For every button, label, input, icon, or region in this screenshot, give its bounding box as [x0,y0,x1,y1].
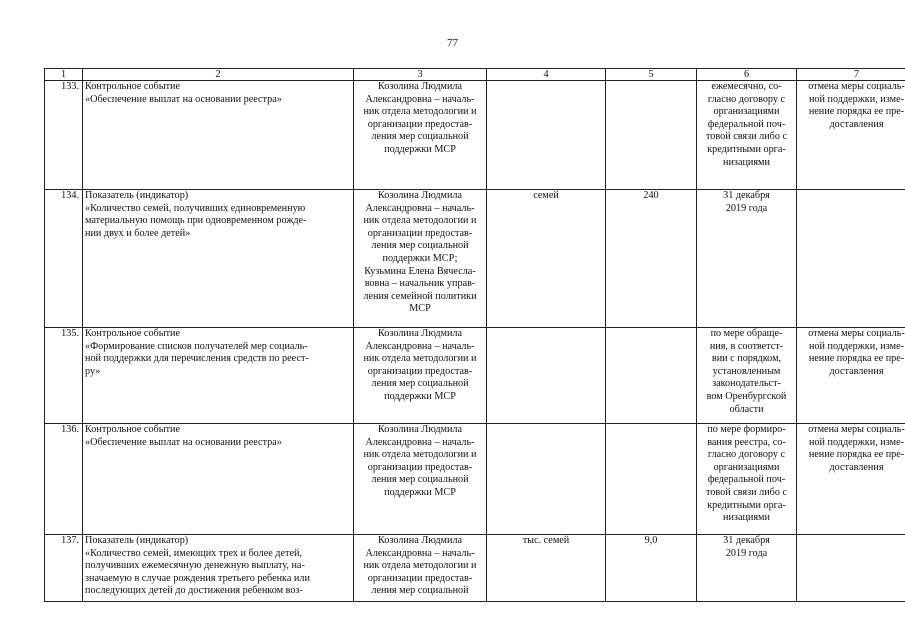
value-cell: 9,0 [606,535,697,602]
cell-line: федеральной поч- [707,474,786,486]
cell-line: последующих детей до достижения ребенком воз- [85,585,303,597]
header-col-5: 5 [606,69,697,81]
risk-cell [797,81,905,190]
cell-line: Александровна – началь- [365,547,475,559]
value-cell [606,81,697,190]
cell-line: организации предостав- [367,572,473,584]
cell-line: ления мер социальной [371,585,469,597]
row-number: 135. [45,328,83,424]
period-cell [697,535,797,602]
cell-line: организациями [713,106,780,118]
cell-line: Показатель (индикатор) [85,535,189,546]
cell-line: Контрольное событие [85,424,180,435]
page-number: 77 [447,37,458,49]
cell-line: гласно договору с [707,93,786,105]
header-col-1: 1 [45,69,83,81]
cell-line: отмена меры социаль- [808,424,905,435]
event-name-cell [83,424,354,535]
cell-line: доставления [829,118,884,130]
cell-line: доставления [829,365,884,377]
cell-line: поддержки МСР [384,390,456,402]
cell-line: нение порядка ее пре- [808,106,905,118]
cell-line: отмена меры социаль- [808,81,905,92]
cell-line: товой связи либо с [705,486,788,498]
cell-line: МСР [409,303,431,315]
cell-line: Контрольное событие [85,328,180,339]
cell-line: поддержки МСР [384,143,456,155]
cell-line: организациями [713,461,780,473]
unit-cell [487,81,606,190]
row-number: 136. [45,424,83,535]
cell-line: ник отдела методологии и [363,106,477,118]
period-cell [697,190,797,328]
cell-line: Козолина Людмила [377,190,463,201]
cell-line: «Обеспечение выплат на основании реестра» [85,436,282,448]
cell-line: ления мер социальной [371,474,469,486]
cell-line: ной поддержки для перечисления средств по реест- [85,353,309,365]
responsible-cell [354,81,487,190]
header-col-6: 6 [697,69,797,81]
row-number: 137. [45,535,83,602]
responsible-cell [354,535,487,602]
value-cell [606,328,697,424]
unit-cell [487,328,606,424]
event-name-cell [83,190,354,328]
cell-line: ления мер социальной [371,240,469,252]
cell-line: Козолина Людмила [377,81,463,92]
value-cell: 240 [606,190,697,328]
unit-cell: семей [487,190,606,328]
cell-line: низациями [723,156,770,168]
cell-line: Александровна – началь- [365,436,475,448]
cell-line: Козолина Людмила [377,328,463,339]
cell-line: ник отдела методологии и [363,560,477,572]
cell-line: Александровна – началь- [365,202,475,214]
cell-line: законодательст- [712,378,781,390]
cell-line: области [729,403,764,415]
table-row [45,81,905,190]
cell-line: 31 декабря [723,190,770,201]
cell-line: ления мер социальной [371,131,469,143]
cell-line: нение порядка ее пре- [808,353,905,365]
cell-line: поддержки МСР [384,486,456,498]
table-row [45,535,905,602]
risk-cell [797,424,905,535]
cell-line: ник отдела методологии и [363,215,477,227]
period-cell [697,81,797,190]
cell-line: организации предостав- [367,118,473,130]
cell-line: ежемесячно, со- [711,81,782,92]
unit-cell [487,424,606,535]
table-row [45,328,905,424]
event-name-cell [83,535,354,602]
cell-line: вания реестра, со- [707,436,786,448]
event-name-cell [83,81,354,190]
row-number: 133. [45,81,83,190]
header-col-4: 4 [487,69,606,81]
cell-line: вии с порядком, [711,353,782,365]
responsible-cell [354,328,487,424]
table-row [45,424,905,535]
cell-line: ник отдела методологии и [363,449,477,461]
cell-line: Александровна – началь- [365,93,475,105]
cell-line: Кузьмина Елена Вячесла- [364,265,476,277]
cell-line: ния, в соответст- [709,340,784,352]
cell-line: гласно договору с [707,449,786,461]
cell-line: 2019 года [725,202,768,214]
risk-cell [797,190,905,328]
table-row [45,190,905,328]
event-name-cell [83,328,354,424]
period-cell [697,328,797,424]
cell-line: Козолина Людмила [377,424,463,435]
risk-cell [797,535,905,602]
header-col-3: 3 [354,69,487,81]
cell-line: ной поддержки, изме- [808,93,904,105]
cell-line: низациями [723,512,770,524]
period-cell [697,424,797,535]
cell-line: федеральной поч- [707,118,786,130]
cell-line: ру» [85,365,101,377]
cell-line: «Количество семей, имеющих трех и более детей, [85,547,302,559]
cell-line: 31 декабря [723,535,770,546]
cell-line: ной поддержки, изме- [808,340,904,352]
cell-line: «Обеспечение выплат на основании реестра» [85,93,282,105]
cell-line: ной поддержки, изме- [808,436,904,448]
cell-line: вом Оренбургской [706,390,787,402]
cell-line: ления семейной политики [363,290,477,302]
row-number: 134. [45,190,83,328]
cell-line: Контрольное событие [85,81,180,92]
cell-line: Козолина Людмила [377,535,463,546]
responsible-cell [354,190,487,328]
cell-line: товой связи либо с [705,131,788,143]
value-cell [606,424,697,535]
risk-cell [797,328,905,424]
cell-line: 2019 года [725,547,768,559]
cell-line: «Формирование списков получателей мер социаль- [85,340,308,352]
cell-line: нение порядка ее пре- [808,449,905,461]
cell-line: вовна – начальник управ- [364,278,476,290]
header-col-7: 7 [797,69,905,81]
cell-line: «Количество семей, получивших единовременную [85,202,306,214]
cell-line: кредитными орга- [707,143,786,155]
cell-line: доставления [829,461,884,473]
cell-line: по мере формиро- [707,424,786,435]
cell-line: поддержки МСР; [382,252,458,264]
cell-line: ления мер социальной [371,378,469,390]
cell-line: организации предостав- [367,227,473,239]
header-col-2: 2 [83,69,354,81]
cell-line: материальную помощь при одновременном рожде- [85,215,307,227]
cell-line: значаемую в случае рождения третьего ребенка или [85,572,310,584]
responsible-cell [354,424,487,535]
cell-line: Показатель (индикатор) [85,190,189,201]
cell-line: нии двух и более детей» [85,227,191,239]
cell-line: ник отдела методологии и [363,353,477,365]
cell-line: организации предостав- [367,461,473,473]
activity-table [44,68,905,602]
unit-cell: тыс. семей [487,535,606,602]
cell-line: кредитными орга- [707,499,786,511]
cell-line: Александровна – началь- [365,340,475,352]
cell-line: организации предостав- [367,365,473,377]
header-row [45,69,905,81]
cell-line: по мере обраще- [710,328,783,339]
cell-line: получивших ежемесячную денежную выплату, на- [85,560,305,572]
cell-line: отмена меры социаль- [808,328,905,339]
cell-line: установленным [712,365,781,377]
